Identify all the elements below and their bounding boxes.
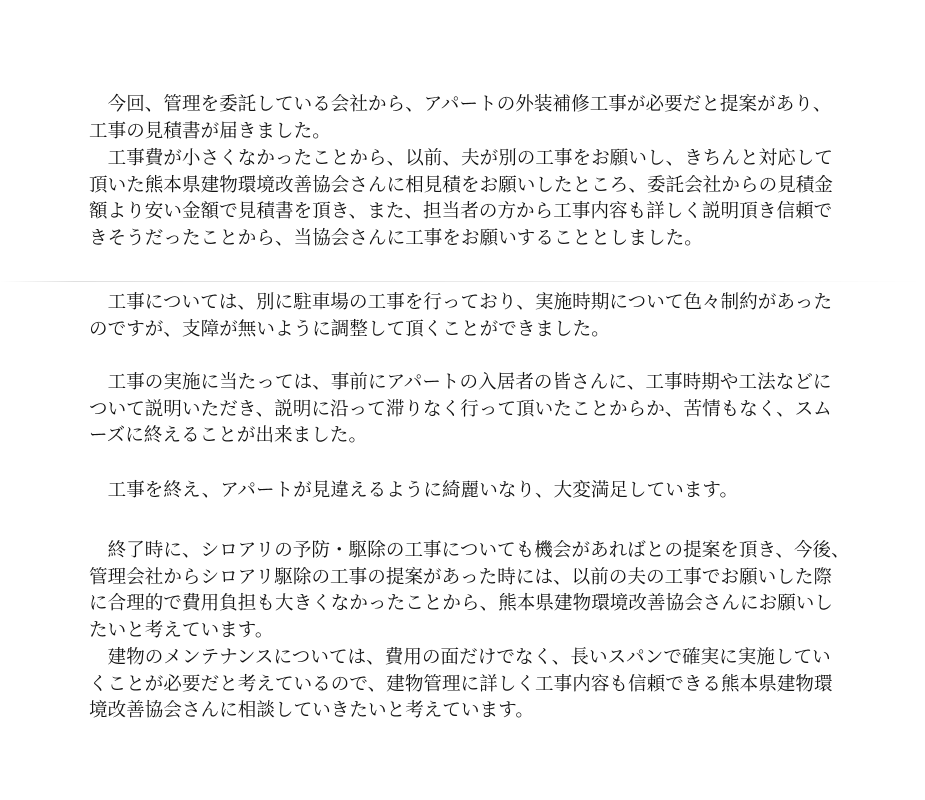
text-line: 今回、管理を委託している会社から、アパートの外装補修工事が必要だと提案があり、 bbox=[89, 94, 832, 115]
text-line: 工事については、別に駐車場の工事を行っており、実施時期について色々制約があった bbox=[89, 292, 833, 313]
paragraph-comparative-quote bbox=[89, 146, 849, 252]
text-line: 額より安い金額で見積書を頂き、また、担当者の方から工事内容も詳しく説明頂き信頼で bbox=[89, 201, 833, 222]
text-line: ついて説明いただき、説明に沿って滞りなく行って頂いたことからか、苦情もなく、スム bbox=[89, 398, 832, 420]
text-line: 工事の見積書が届きました。 bbox=[89, 120, 331, 142]
text-line: きそうだったことから、当協会さんに工事をお願いすることとしました。 bbox=[89, 227, 703, 249]
paragraph-estimate-proposal bbox=[89, 92, 849, 145]
text-line: 管理会社からシロアリ駆除の工事の提案があった時には、以前の夫の工事でお願いした際 bbox=[89, 566, 833, 588]
text-line: 頂いた熊本県建物環境改善協会さんに相見積をお願いしたところ、委託会社からの見積金 bbox=[89, 174, 834, 196]
text-line: に合理的で費用負担も大きくなかったことから、熊本県建物環境改善協会さんにお願いし bbox=[89, 593, 834, 614]
scan-fold-line bbox=[0, 281, 925, 282]
text-line: 工事費が小さくなかったことから、以前、夫が別の工事をお願いし、きちんと対応して bbox=[89, 148, 834, 169]
paragraph-resident-explanation bbox=[89, 370, 849, 450]
text-line: ーズに終えることが出来ました。 bbox=[89, 425, 368, 446]
text-line: 工事の実施に当たっては、事前にアパートの入居者の皆さんに、工事時期や工法などに bbox=[89, 372, 832, 393]
text-line: 境改善協会さんに相談していきたいと考えています。 bbox=[89, 700, 534, 721]
paragraph-satisfaction bbox=[89, 478, 849, 505]
text-line: たいと考えています。 bbox=[89, 619, 274, 641]
text-line: 工事を終え、アパートが見違えるように綺麗いなり、大変満足しています。 bbox=[89, 480, 739, 501]
text-line: くことが必要だと考えているので、建物管理に詳しく工事内容も信頼できる熊本県建物環 bbox=[89, 673, 833, 695]
text-line: 建物のメンテナンスについては、費用の面だけでなく、長いスパンで確実に実施してい bbox=[89, 647, 831, 668]
paragraph-scheduling bbox=[89, 290, 849, 343]
paragraph-termite-proposal bbox=[89, 538, 849, 644]
paragraph-maintenance-outlook bbox=[89, 645, 849, 725]
text-line: 終了時に、シロアリの予防・駆除の工事についても機会があればとの提案を頂き、今後、 bbox=[89, 540, 850, 561]
text-line: のですが、支障が無いように調整して頂くことができました。 bbox=[89, 318, 610, 340]
